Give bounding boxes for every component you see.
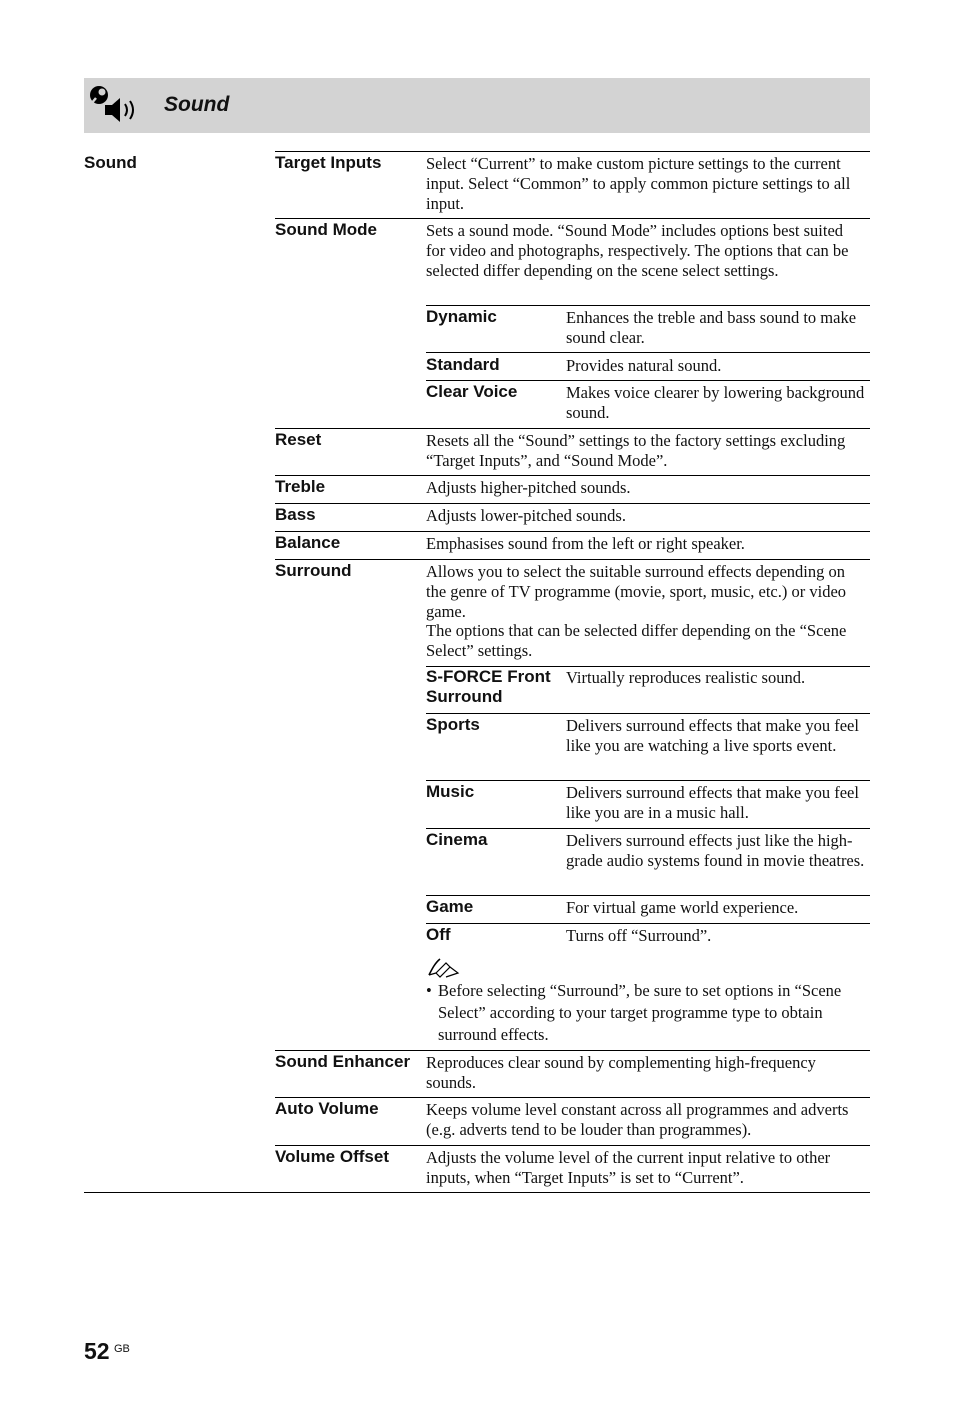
divider <box>426 828 870 829</box>
divider <box>275 151 870 152</box>
option-desc-music: Delivers surround effects that make you feel like you are in a music hall. <box>566 783 859 822</box>
divider <box>275 1050 870 1051</box>
divider <box>275 475 870 476</box>
page-region-code: GB <box>114 1343 130 1355</box>
option-desc-sports: Delivers surround effects that make you feel like you are watching a live sports event. <box>566 716 859 755</box>
item-desc-balance: Emphasises sound from the left or right speaker. <box>426 534 745 553</box>
divider <box>275 1145 870 1146</box>
item-label-treble: Treble <box>275 477 326 496</box>
item-label-sound-mode: Sound Mode <box>275 220 377 239</box>
surround-note <box>426 980 866 1046</box>
option-desc-standard: Provides natural sound. <box>566 356 722 375</box>
item-desc-sound-mode: Sets a sound mode. “Sound Mode” includes options best suited for video and photographs, respectively. The options that can be selected differ depending on the scene select settings. <box>426 221 849 280</box>
divider <box>275 218 870 219</box>
option-desc-off: Turns off “Surround”. <box>566 926 712 945</box>
section-label: Sound <box>84 153 137 172</box>
item-desc-reset: Resets all the “Sound” settings to the factory settings excluding “Target Inputs”, and “Sound Mode”. <box>426 431 846 470</box>
item-desc-surround: Allows you to select the suitable surround effects depending on the genre of TV programme (movie, sport, music, etc.) or video game. <box>426 562 847 621</box>
divider <box>426 713 870 714</box>
option-label-sforce-line1: S-FORCE Front <box>426 667 551 686</box>
item-label-target-inputs: Target Inputs <box>275 153 382 172</box>
divider <box>426 780 870 781</box>
option-label-sforce-line2: Surround <box>426 687 503 706</box>
item-label-reset: Reset <box>275 430 322 449</box>
note-text: Before selecting “Surround”, be sure to set options in “Scene Select” according to your target programme type to obtain surround effects. <box>438 981 842 1044</box>
option-label-sports: Sports <box>426 715 480 734</box>
wrench-speaker-icon <box>88 84 144 128</box>
option-label-sforce <box>426 667 551 707</box>
item-label-auto-volume: Auto Volume <box>275 1099 379 1118</box>
option-label-cinema: Cinema <box>426 830 488 849</box>
option-desc-game: For virtual game world experience. <box>566 898 799 917</box>
page-title: Sound <box>164 93 230 116</box>
page-number: 52 <box>84 1338 110 1364</box>
divider <box>275 503 870 504</box>
item-desc-target-inputs: Select “Current” to make custom picture settings to the current input. Select “Common” to apply common picture settings to all input. <box>426 154 851 213</box>
option-label-music: Music <box>426 782 475 801</box>
divider <box>84 1192 870 1193</box>
divider <box>426 923 870 924</box>
item-label-volume-offset: Volume Offset <box>275 1147 389 1166</box>
option-desc-clear-voice: Makes voice clearer by lowering background sound. <box>566 383 865 422</box>
pencil-note-icon <box>426 955 462 979</box>
option-label-game: Game <box>426 897 474 916</box>
note-bullet: • <box>426 981 432 1000</box>
divider <box>275 428 870 429</box>
item-label-bass: Bass <box>275 505 316 524</box>
item-desc-treble: Adjusts higher-pitched sounds. <box>426 478 631 497</box>
item-desc-bass: Adjusts lower-pitched sounds. <box>426 506 626 525</box>
divider <box>275 531 870 532</box>
divider <box>426 352 870 353</box>
divider <box>426 380 870 381</box>
divider <box>275 559 870 560</box>
option-desc-cinema: Delivers surround effects just like the high-grade audio systems found in movie theatres. <box>566 831 865 870</box>
option-label-standard: Standard <box>426 355 500 374</box>
item-desc-volume-offset: Adjusts the volume level of the current input relative to other inputs, when “Target Inputs” is set to “Current”. <box>426 1148 831 1187</box>
divider <box>426 895 870 896</box>
item-desc-surround-note: The options that can be selected differ depending on the “Scene Select” settings. <box>426 621 847 660</box>
divider <box>275 1097 870 1098</box>
option-label-clear-voice: Clear Voice <box>426 382 518 401</box>
item-desc-sound-enhancer: Reproduces clear sound by complementing high-frequency sounds. <box>426 1053 816 1092</box>
item-label-surround: Surround <box>275 561 352 580</box>
divider <box>426 305 870 306</box>
option-label-dynamic: Dynamic <box>426 307 497 326</box>
option-desc-sforce: Virtually reproduces realistic sound. <box>566 668 806 687</box>
item-label-sound-enhancer: Sound Enhancer <box>275 1052 411 1071</box>
item-label-balance: Balance <box>275 533 341 552</box>
option-desc-dynamic: Enhances the treble and bass sound to make sound clear. <box>566 308 857 347</box>
item-desc-auto-volume: Keeps volume level constant across all programmes and adverts (e.g. adverts tend to be louder than programmes). <box>426 1100 849 1139</box>
option-label-off: Off <box>426 925 451 944</box>
